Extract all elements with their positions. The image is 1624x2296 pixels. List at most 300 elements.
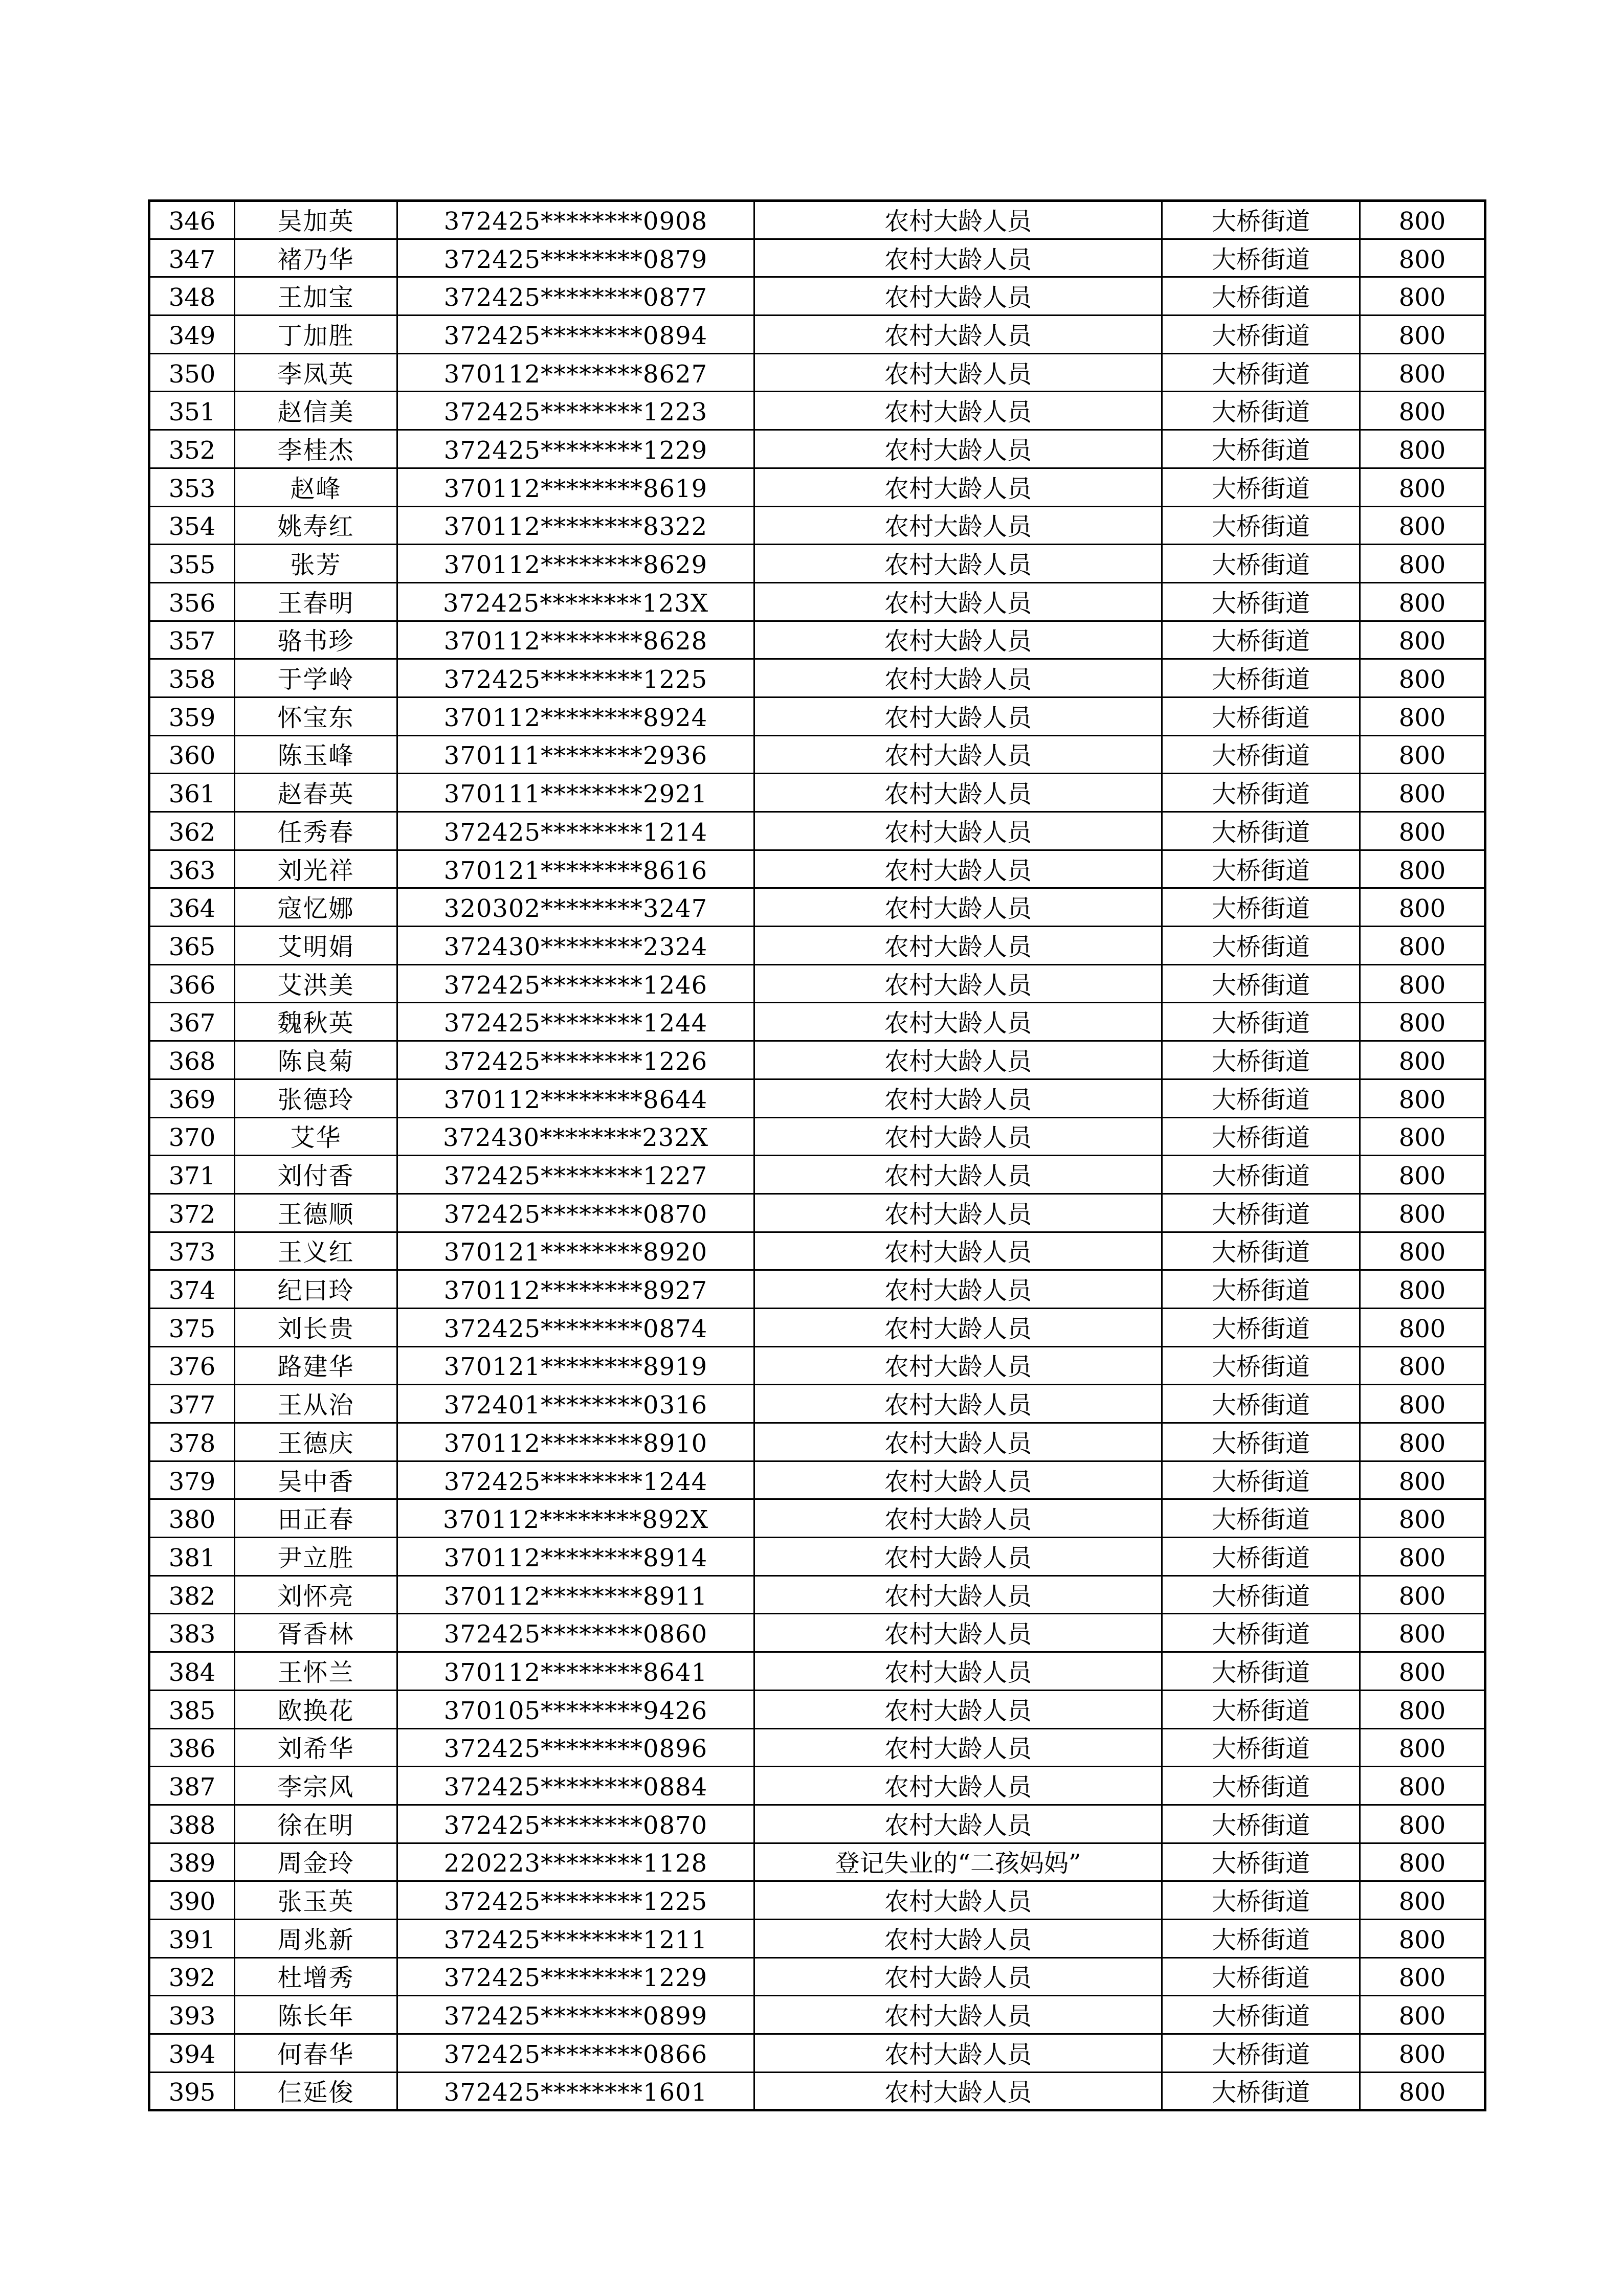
row-number-cell: 364 [149,888,235,927]
table-row [149,621,1485,659]
row-number-cell: 358 [149,659,235,697]
id-number-cell: 372425********1229 [397,430,754,468]
category-cell: 农村大龄人员 [754,1805,1162,1843]
row-number-cell: 360 [149,735,235,774]
id-number-cell: 370112********8629 [397,545,754,583]
street-cell: 大桥街道 [1162,735,1360,774]
row-number-cell: 352 [149,430,235,468]
amount-cell: 800 [1360,774,1485,812]
street-cell: 大桥街道 [1162,1423,1360,1461]
street-cell: 大桥街道 [1162,659,1360,697]
street-cell: 大桥街道 [1162,1499,1360,1538]
street-cell: 大桥街道 [1162,812,1360,850]
amount-cell: 800 [1360,1996,1485,2034]
table-row [149,1194,1485,1232]
category-cell: 农村大龄人员 [754,1003,1162,1041]
row-number-cell: 392 [149,1957,235,1996]
row-number-cell: 354 [149,506,235,545]
id-number-cell: 372425********1225 [397,659,754,697]
id-number-cell: 372425********1223 [397,392,754,430]
amount-cell: 800 [1360,1538,1485,1576]
table-row [149,1728,1485,1767]
amount-cell: 800 [1360,1117,1485,1156]
name-cell: 刘长贵 [235,1308,397,1346]
row-number-cell: 377 [149,1385,235,1423]
row-number-cell: 382 [149,1575,235,1614]
row-number-cell: 380 [149,1499,235,1538]
row-number-cell: 386 [149,1728,235,1767]
category-cell: 农村大龄人员 [754,1461,1162,1499]
street-cell: 大桥街道 [1162,1270,1360,1309]
street-cell: 大桥街道 [1162,1461,1360,1499]
table-row [149,659,1485,697]
row-number-cell: 384 [149,1652,235,1691]
id-number-cell: 370112********8644 [397,1079,754,1117]
name-cell: 杜增秀 [235,1957,397,1996]
table-row [149,850,1485,888]
street-cell: 大桥街道 [1162,468,1360,506]
category-cell: 农村大龄人员 [754,201,1162,239]
table-row [149,1156,1485,1194]
row-number-cell: 388 [149,1805,235,1843]
id-number-cell: 320302********3247 [397,888,754,927]
amount-cell: 800 [1360,1079,1485,1117]
name-cell: 陈长年 [235,1996,397,2034]
name-cell: 王德庆 [235,1423,397,1461]
row-number-cell: 346 [149,201,235,239]
amount-cell: 800 [1360,316,1485,354]
id-number-cell: 372425********0874 [397,1308,754,1346]
name-cell: 任秀春 [235,812,397,850]
amount-cell: 800 [1360,1499,1485,1538]
name-cell: 尹立胜 [235,1538,397,1576]
name-cell: 刘付香 [235,1156,397,1194]
street-cell: 大桥街道 [1162,621,1360,659]
amount-cell: 800 [1360,201,1485,239]
category-cell: 农村大龄人员 [754,1881,1162,1920]
name-cell: 何春华 [235,2034,397,2073]
name-cell: 张玉英 [235,1881,397,1920]
category-cell: 农村大龄人员 [754,353,1162,392]
table-row [149,1652,1485,1691]
id-number-cell: 372425********1244 [397,1461,754,1499]
table-row [149,1385,1485,1423]
table-row [149,1079,1485,1117]
street-cell: 大桥街道 [1162,850,1360,888]
amount-cell: 800 [1360,1270,1485,1309]
table-row [149,697,1485,735]
amount-cell: 800 [1360,545,1485,583]
name-cell: 艾华 [235,1117,397,1156]
name-cell: 刘希华 [235,1728,397,1767]
street-cell: 大桥街道 [1162,697,1360,735]
amount-cell: 800 [1360,1461,1485,1499]
table-row [149,1805,1485,1843]
street-cell: 大桥街道 [1162,1194,1360,1232]
row-number-cell: 363 [149,850,235,888]
row-number-cell: 393 [149,1996,235,2034]
row-number-cell: 383 [149,1614,235,1652]
name-cell: 魏秋英 [235,1003,397,1041]
street-cell: 大桥街道 [1162,1385,1360,1423]
category-cell: 农村大龄人员 [754,1575,1162,1614]
street-cell: 大桥街道 [1162,1805,1360,1843]
row-number-cell: 390 [149,1881,235,1920]
table-row [149,1308,1485,1346]
table-row [149,1996,1485,2034]
category-cell: 农村大龄人员 [754,1767,1162,1805]
table-row [149,1117,1485,1156]
street-cell: 大桥街道 [1162,430,1360,468]
table-row [149,316,1485,354]
street-cell: 大桥街道 [1162,1614,1360,1652]
amount-cell: 800 [1360,1194,1485,1232]
amount-cell: 800 [1360,1346,1485,1385]
amount-cell: 800 [1360,1041,1485,1079]
row-number-cell: 366 [149,964,235,1003]
name-cell: 陈玉峰 [235,735,397,774]
row-number-cell: 395 [149,2072,235,2110]
name-cell: 姚寿红 [235,506,397,545]
name-cell: 张德玲 [235,1079,397,1117]
id-number-cell: 372425********1214 [397,812,754,850]
id-number-cell: 370112********8641 [397,1652,754,1691]
table-row [149,468,1485,506]
category-cell: 农村大龄人员 [754,1079,1162,1117]
name-cell: 纪曰玲 [235,1270,397,1309]
amount-cell: 800 [1360,659,1485,697]
category-cell: 农村大龄人员 [754,1538,1162,1576]
table-row [149,1232,1485,1270]
id-number-cell: 372425********123X [397,582,754,621]
category-cell: 农村大龄人员 [754,1385,1162,1423]
table-row [149,1003,1485,1041]
row-number-cell: 391 [149,1919,235,1957]
name-cell: 褚乃华 [235,239,397,277]
name-cell: 欧换花 [235,1690,397,1728]
name-cell: 寇忆娜 [235,888,397,927]
category-cell: 农村大龄人员 [754,468,1162,506]
id-number-cell: 372425********1226 [397,1041,754,1079]
id-number-cell: 372425********1601 [397,2072,754,2110]
amount-cell: 800 [1360,1690,1485,1728]
category-cell: 农村大龄人员 [754,697,1162,735]
street-cell: 大桥街道 [1162,392,1360,430]
row-number-cell: 356 [149,582,235,621]
row-number-cell: 348 [149,277,235,316]
category-cell: 农村大龄人员 [754,1996,1162,2034]
amount-cell: 800 [1360,888,1485,927]
id-number-cell: 372425********1227 [397,1156,754,1194]
amount-cell: 800 [1360,1003,1485,1041]
category-cell: 农村大龄人员 [754,430,1162,468]
amount-cell: 800 [1360,850,1485,888]
category-cell: 农村大龄人员 [754,2072,1162,2110]
amount-cell: 800 [1360,1881,1485,1920]
category-cell: 农村大龄人员 [754,1499,1162,1538]
id-number-cell: 372430********2324 [397,927,754,965]
row-number-cell: 357 [149,621,235,659]
amount-cell: 800 [1360,582,1485,621]
street-cell: 大桥街道 [1162,1881,1360,1920]
table-row [149,353,1485,392]
id-number-cell: 372425********0899 [397,1996,754,2034]
category-cell: 农村大龄人员 [754,545,1162,583]
street-cell: 大桥街道 [1162,1575,1360,1614]
name-cell: 于学岭 [235,659,397,697]
table-row [149,201,1485,239]
id-number-cell: 370121********8616 [397,850,754,888]
category-cell: 农村大龄人员 [754,1690,1162,1728]
id-number-cell: 370111********2936 [397,735,754,774]
amount-cell: 800 [1360,1308,1485,1346]
id-number-cell: 372425********0870 [397,1805,754,1843]
street-cell: 大桥街道 [1162,201,1360,239]
table-row [149,1957,1485,1996]
table-row [149,774,1485,812]
amount-cell: 800 [1360,430,1485,468]
table-row [149,506,1485,545]
street-cell: 大桥街道 [1162,545,1360,583]
id-number-cell: 370112********8322 [397,506,754,545]
amount-cell: 800 [1360,1805,1485,1843]
street-cell: 大桥街道 [1162,1308,1360,1346]
row-number-cell: 373 [149,1232,235,1270]
street-cell: 大桥街道 [1162,1232,1360,1270]
table-row [149,1538,1485,1576]
id-number-cell: 372401********0316 [397,1385,754,1423]
id-number-cell: 372425********0870 [397,1194,754,1232]
amount-cell: 800 [1360,277,1485,316]
street-cell: 大桥街道 [1162,2034,1360,2073]
category-cell: 农村大龄人员 [754,1041,1162,1079]
street-cell: 大桥街道 [1162,1996,1360,2034]
id-number-cell: 220223********1128 [397,1843,754,1881]
amount-cell: 800 [1360,2072,1485,2110]
category-cell: 农村大龄人员 [754,2034,1162,2073]
row-number-cell: 370 [149,1117,235,1156]
id-number-cell: 372425********1211 [397,1919,754,1957]
amount-cell: 800 [1360,1614,1485,1652]
id-number-cell: 372425********0908 [397,201,754,239]
category-cell: 农村大龄人员 [754,1728,1162,1767]
street-cell: 大桥街道 [1162,888,1360,927]
street-cell: 大桥街道 [1162,277,1360,316]
amount-cell: 800 [1360,1767,1485,1805]
table-row [149,392,1485,430]
category-cell: 农村大龄人员 [754,1957,1162,1996]
category-cell: 农村大龄人员 [754,392,1162,430]
amount-cell: 800 [1360,1423,1485,1461]
category-cell: 农村大龄人员 [754,964,1162,1003]
row-number-cell: 375 [149,1308,235,1346]
id-number-cell: 370112********8924 [397,697,754,735]
category-cell: 农村大龄人员 [754,506,1162,545]
row-number-cell: 347 [149,239,235,277]
row-number-cell: 365 [149,927,235,965]
row-number-cell: 385 [149,1690,235,1728]
category-cell: 农村大龄人员 [754,774,1162,812]
amount-cell: 800 [1360,697,1485,735]
category-cell: 农村大龄人员 [754,316,1162,354]
amount-cell: 800 [1360,621,1485,659]
name-cell: 王加宝 [235,277,397,316]
table-row [149,1346,1485,1385]
row-number-cell: 351 [149,392,235,430]
name-cell: 赵峰 [235,468,397,506]
amount-cell: 800 [1360,392,1485,430]
amount-cell: 800 [1360,735,1485,774]
table-row [149,1423,1485,1461]
name-cell: 周金玲 [235,1843,397,1881]
street-cell: 大桥街道 [1162,927,1360,965]
table-row [149,812,1485,850]
street-cell: 大桥街道 [1162,316,1360,354]
table-row [149,1919,1485,1957]
street-cell: 大桥街道 [1162,353,1360,392]
amount-cell: 800 [1360,1843,1485,1881]
row-number-cell: 387 [149,1767,235,1805]
id-number-cell: 372425********0866 [397,2034,754,2073]
row-number-cell: 381 [149,1538,235,1576]
street-cell: 大桥街道 [1162,1003,1360,1041]
table-row [149,239,1485,277]
id-number-cell: 370105********9426 [397,1690,754,1728]
street-cell: 大桥街道 [1162,1690,1360,1728]
name-cell: 仨延俊 [235,2072,397,2110]
name-cell: 丁加胜 [235,316,397,354]
row-number-cell: 349 [149,316,235,354]
street-cell: 大桥街道 [1162,1346,1360,1385]
category-cell: 农村大龄人员 [754,1117,1162,1156]
name-cell: 徐在明 [235,1805,397,1843]
street-cell: 大桥街道 [1162,239,1360,277]
amount-cell: 800 [1360,964,1485,1003]
street-cell: 大桥街道 [1162,582,1360,621]
amount-cell: 800 [1360,1957,1485,1996]
id-number-cell: 372425********0879 [397,239,754,277]
id-number-cell: 372430********232X [397,1117,754,1156]
row-number-cell: 350 [149,353,235,392]
table-row [149,1461,1485,1499]
row-number-cell: 361 [149,774,235,812]
category-cell: 农村大龄人员 [754,735,1162,774]
row-number-cell: 371 [149,1156,235,1194]
amount-cell: 800 [1360,812,1485,850]
name-cell: 王春明 [235,582,397,621]
name-cell: 周兆新 [235,1919,397,1957]
name-cell: 李桂杰 [235,430,397,468]
id-number-cell: 370112********8914 [397,1538,754,1576]
amount-cell: 800 [1360,1232,1485,1270]
table-row [149,888,1485,927]
row-number-cell: 374 [149,1270,235,1309]
amount-cell: 800 [1360,353,1485,392]
id-number-cell: 370112********8628 [397,621,754,659]
category-cell: 农村大龄人员 [754,659,1162,697]
category-cell: 农村大龄人员 [754,1232,1162,1270]
category-cell: 农村大龄人员 [754,850,1162,888]
table-row [149,2034,1485,2073]
name-cell: 吴加英 [235,201,397,239]
table-row [149,430,1485,468]
table-row [149,1881,1485,1920]
row-number-cell: 367 [149,1003,235,1041]
id-number-cell: 372425********0894 [397,316,754,354]
amount-cell: 800 [1360,2034,1485,2073]
street-cell: 大桥街道 [1162,1767,1360,1805]
roster-table-body [149,201,1485,2110]
name-cell: 王德顺 [235,1194,397,1232]
street-cell: 大桥街道 [1162,774,1360,812]
row-number-cell: 353 [149,468,235,506]
street-cell: 大桥街道 [1162,506,1360,545]
street-cell: 大桥街道 [1162,1652,1360,1691]
row-number-cell: 362 [149,812,235,850]
id-number-cell: 370121********8919 [397,1346,754,1385]
category-cell: 农村大龄人员 [754,1919,1162,1957]
id-number-cell: 370111********2921 [397,774,754,812]
amount-cell: 800 [1360,1652,1485,1691]
id-number-cell: 370112********892X [397,1499,754,1538]
category-cell: 农村大龄人员 [754,1194,1162,1232]
name-cell: 陈良菊 [235,1041,397,1079]
category-cell: 农村大龄人员 [754,1614,1162,1652]
name-cell: 田正春 [235,1499,397,1538]
row-number-cell: 376 [149,1346,235,1385]
row-number-cell: 368 [149,1041,235,1079]
roster-table [148,199,1486,2111]
row-number-cell: 369 [149,1079,235,1117]
category-cell: 农村大龄人员 [754,582,1162,621]
table-row [149,1575,1485,1614]
category-cell: 农村大龄人员 [754,1156,1162,1194]
name-cell: 骆书珍 [235,621,397,659]
amount-cell: 800 [1360,1156,1485,1194]
amount-cell: 800 [1360,927,1485,965]
street-cell: 大桥街道 [1162,964,1360,1003]
table-row [149,1499,1485,1538]
category-cell: 农村大龄人员 [754,927,1162,965]
table-row [149,1270,1485,1309]
id-number-cell: 370112********8927 [397,1270,754,1309]
name-cell: 王怀兰 [235,1652,397,1691]
amount-cell: 800 [1360,1728,1485,1767]
name-cell: 赵信美 [235,392,397,430]
row-number-cell: 355 [149,545,235,583]
amount-cell: 800 [1360,506,1485,545]
category-cell: 农村大龄人员 [754,888,1162,927]
name-cell: 艾洪美 [235,964,397,1003]
amount-cell: 800 [1360,1919,1485,1957]
amount-cell: 800 [1360,1385,1485,1423]
row-number-cell: 359 [149,697,235,735]
category-cell: 农村大龄人员 [754,239,1162,277]
name-cell: 怀宝东 [235,697,397,735]
name-cell: 王义红 [235,1232,397,1270]
street-cell: 大桥街道 [1162,1919,1360,1957]
street-cell: 大桥街道 [1162,1538,1360,1576]
table-row [149,277,1485,316]
category-cell: 农村大龄人员 [754,1308,1162,1346]
table-row [149,1767,1485,1805]
category-cell: 农村大龄人员 [754,277,1162,316]
table-row [149,964,1485,1003]
table-row [149,1843,1485,1881]
id-number-cell: 370121********8920 [397,1232,754,1270]
id-number-cell: 372425********0877 [397,277,754,316]
street-cell: 大桥街道 [1162,1156,1360,1194]
